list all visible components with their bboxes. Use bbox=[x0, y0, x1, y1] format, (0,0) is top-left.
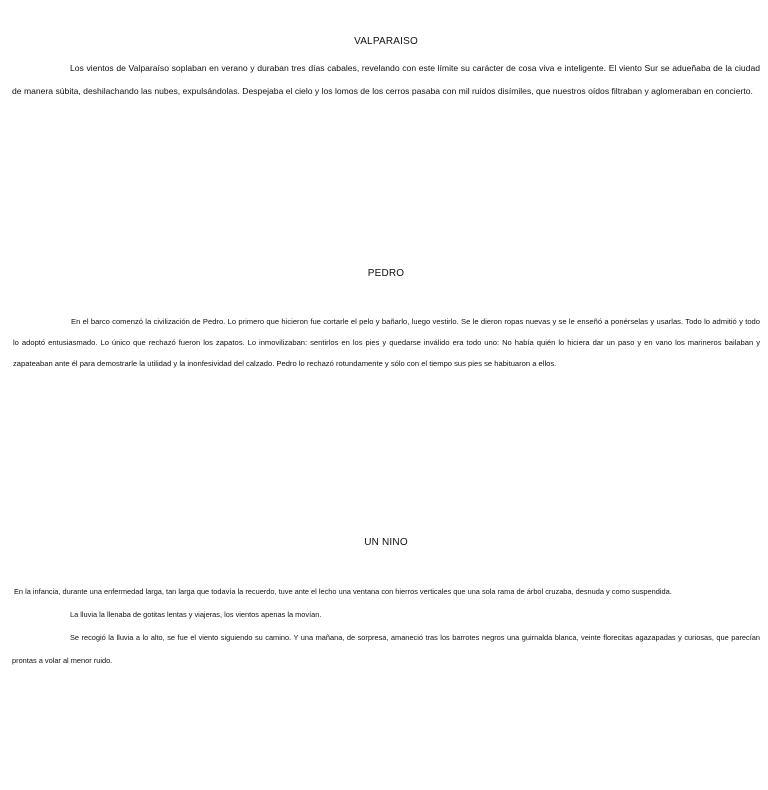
section-pedro bbox=[12, 268, 760, 374]
section-un-nino bbox=[12, 537, 760, 672]
section-title: VALPARAISO bbox=[354, 36, 418, 47]
paragraph: La lluvia la llenaba de gotitas lentas y viajeras, los vientos apenas la movían. bbox=[70, 610, 322, 619]
paragraph: En el barco comenzó la civilización de Pedro. Lo primero que hicieron fue cortarle el pelo y bañarlo, luego vestirlo. Se le dieron ropas nuevas y se le enseñó a ponérselas y usarlas. Todo lo admitió y todo lo adoptó entusiasmado. Lo único que rechazó fueron los zapatos. Lo inmovilizaban: sentirlos en los pies y quedarse inválido era todo uno: No había quién lo hiciera dar un paso y en vano los marineros bailaban y zapateaban ante él para demostrarle la utilidad y la inonfesividad del calzado. Pedro lo rechazó rotundamente y sólo con el tiempo sus pies se habituaron a ellos. bbox=[13, 317, 760, 368]
paragraph: En la infancia, durante una enfermedad larga, tan larga que todavía la recuerdo, tuve ante el lecho una ventana con hierros verticales que una sola rama de árbol cruzaba, desnuda y como suspendida. bbox=[14, 587, 672, 596]
section-title: PEDRO bbox=[367, 268, 405, 279]
section-valparaiso bbox=[12, 36, 760, 103]
section-title: UN NINO bbox=[364, 537, 408, 548]
paragraph: Se recogió la lluvia a lo alto, se fue el viento siguiendo su camino. Y una mañana, de sorpresa, amaneció tras los barrotes negros una guirnalda blanca, veinte florecitas agazapadas y curiosas, que parecían prontas a volar al menor ruido. bbox=[12, 633, 760, 665]
paragraph: Los vientos de Valparaíso soplaban en verano y duraban tres días cabales, revelando con este límite su carácter de cosa viva e inteligente. El viento Sur se adueñaba de la ciudad de manera súbita, deshilachando las nubes, expulsándolas. Despejaba el cielo y los lomos de los cerros pasaba con mil ruidos disímiles, que nuestros oídos filtraban y aglomeraban en concierto. bbox=[12, 63, 760, 96]
